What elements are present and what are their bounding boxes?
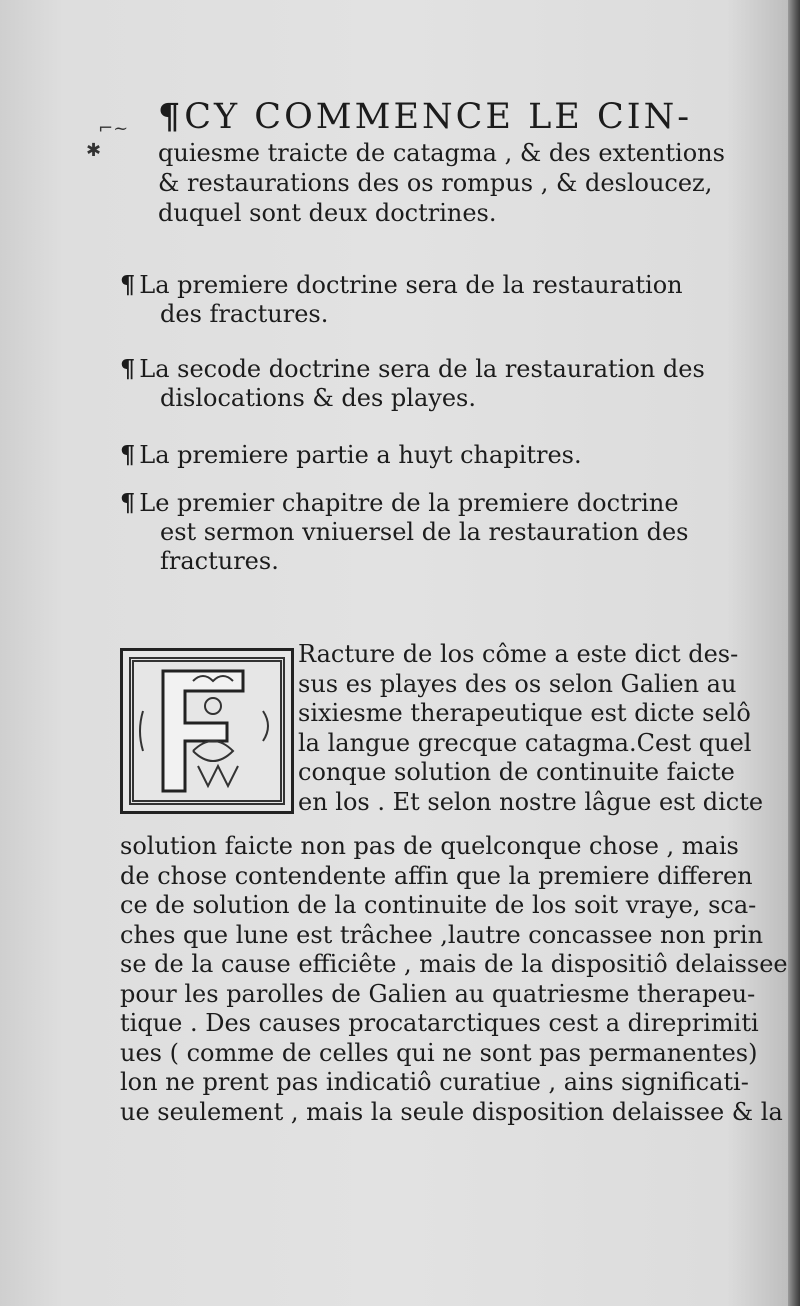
body-wrapped-lines — [120, 640, 764, 817]
body-line: la langue grecque catagma.Cest quel — [298, 728, 752, 757]
body-line: sixiesme therapeutique est dicte selô — [298, 699, 751, 727]
paragraph-line: La premiere partie a huyt chapitres. — [139, 441, 582, 469]
body-line: en los . Et selon nostre lâgue est dicte — [298, 787, 764, 816]
paragraph-line: dislocations & des playes. — [160, 384, 476, 412]
heading-title: CY COMMENCE LE CIN- — [184, 97, 693, 137]
paragraph-second-doctrine — [120, 354, 720, 413]
heading-line: duquel sont deux doctrines. — [158, 199, 497, 227]
body-line: lon ne prent pas indicatiô curatiue , ains significati- — [120, 1068, 749, 1096]
heading-line: & restaurations des os rompus , & desloucez, — [158, 169, 713, 197]
paragraph-line: fractures. — [160, 547, 279, 575]
body-line: sus es playes des os selon Galien au — [298, 669, 737, 698]
body-line: se de la cause efficiête , mais de la dispositiô delaissee — [120, 950, 788, 978]
paragraph-line: La premiere doctrine sera de la restauration — [139, 271, 683, 299]
page-edge — [788, 0, 800, 1306]
paragraph-line: La secode doctrine sera de la restauration des — [139, 355, 705, 383]
paragraph-line: Le premier chapitre de la premiere doctrine — [139, 489, 679, 517]
body-line: ches que lune est trâchee ,lautre concassee non prin — [120, 920, 764, 949]
asterisk-icon: ✱ — [86, 140, 102, 161]
body-line: ue seulement , mais la seule disposition delaissee & la — [120, 1097, 783, 1126]
paragraph-first-doctrine — [120, 270, 720, 329]
body-line: Racture de los côme a este dict des- — [298, 640, 739, 668]
paragraph-line: des fractures. — [160, 300, 329, 328]
pilcrow-icon: ¶ — [120, 354, 136, 383]
pilcrow-icon: ¶ — [120, 488, 136, 517]
body-line: pour les parolles de Galien au quatriesme therapeu- — [120, 979, 756, 1008]
paragraph-first-part — [120, 440, 720, 470]
pilcrow-icon: ¶ — [120, 270, 136, 299]
margin-mark: ⌐~ — [98, 118, 129, 139]
heading-continuation — [158, 138, 725, 228]
body-line: ues ( comme de celles qui ne sont pas permanentes) — [120, 1038, 758, 1067]
body-line: de chose contendente affin que la premiere differen — [120, 861, 753, 890]
body-line: solution faicte non pas de quelconque chose , mais — [120, 832, 739, 860]
heading-line: quiesme traicte de catagma , & des extentions — [158, 139, 725, 167]
paragraph-line: est sermon vniuersel de la restauration des — [160, 518, 689, 546]
pilcrow-icon: ¶ — [120, 440, 136, 469]
paragraph-first-chapter — [120, 488, 720, 576]
pilcrow-icon: ¶ — [158, 96, 181, 137]
body-line: tique . Des causes procatarctiques cest a direprimiti — [120, 1009, 759, 1037]
chapter-heading — [158, 95, 718, 139]
body-line: ce de solution de la continuite de los soit vraye, sca- — [120, 891, 757, 919]
body-line: conque solution de continuite faicte — [298, 758, 735, 786]
body-full-lines — [120, 832, 788, 1127]
